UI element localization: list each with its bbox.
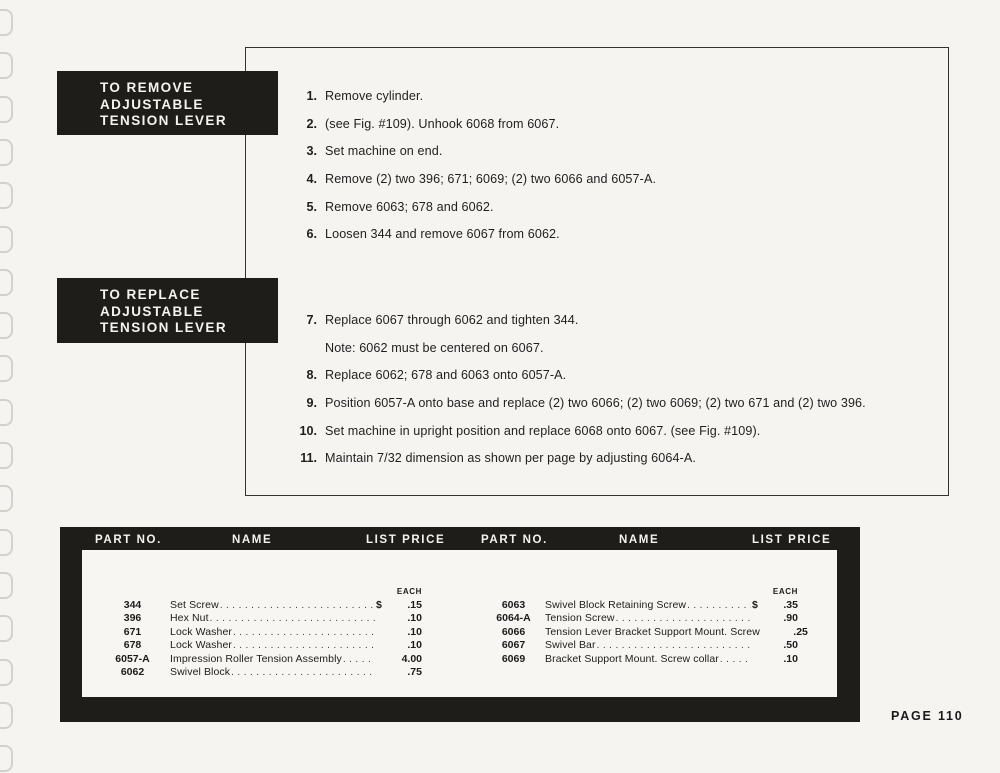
binding-hole: [0, 182, 13, 209]
column-header-name: NAME: [619, 534, 660, 546]
price-cell: .10: [783, 652, 798, 665]
step-text: Remove cylinder.: [325, 89, 424, 103]
binding-hole: [0, 615, 13, 642]
step-item: [292, 172, 952, 200]
page-number: PAGE 110: [891, 709, 964, 723]
step-number: 5.: [306, 199, 317, 214]
step-item: [292, 451, 952, 479]
binding-hole: [0, 659, 13, 686]
binding-hole: [0, 702, 13, 729]
section-title-line: ADJUSTABLE: [100, 96, 204, 112]
section-title-line: TENSION LEVER: [100, 113, 227, 129]
section-title-line: ADJUSTABLE: [100, 303, 204, 319]
step-text: Replace 6062; 678 and 6063 onto 6057-A.: [325, 368, 567, 383]
part-number-cell: 344: [123, 599, 142, 611]
binding-hole: [0, 745, 13, 772]
step-text: Loosen 344 and remove 6067 from 6062.: [325, 227, 560, 242]
dot-leader: [343, 653, 375, 666]
table-row: [95, 653, 422, 666]
table-row: [482, 625, 808, 639]
column-header-part-no: PART NO.: [481, 534, 548, 546]
step-number: 8.: [306, 368, 317, 383]
step-item: [292, 396, 952, 424]
parts-table: [60, 527, 860, 722]
table-row: [95, 612, 422, 625]
parts-table-panel: [82, 550, 837, 697]
step-text: Maintain 7/32 dimension as shown per page by adjusting 6064-A.: [325, 451, 696, 466]
binding-hole: [0, 269, 13, 296]
step-item: [292, 227, 952, 255]
dot-leader: [616, 612, 751, 625]
dot-leader: [597, 639, 751, 652]
part-number-cell: 6062: [120, 665, 145, 678]
step-text: Note: 6062 must be centered on 6067.: [325, 340, 544, 355]
column-header-name: NAME: [232, 534, 273, 546]
part-number-cell: 6057-A: [115, 652, 150, 665]
step-number: 9.: [306, 396, 317, 411]
step-item: [292, 368, 952, 396]
section-title-line: TENSION LEVER: [100, 320, 227, 336]
table-row: [482, 599, 798, 612]
each-label: EACH: [396, 587, 422, 596]
column-header-list-price: LIST PRICE: [366, 534, 446, 546]
section-title-line: TO REPLACE: [100, 287, 201, 302]
price-cell: .10: [407, 639, 422, 652]
section-title-replace: [57, 278, 278, 343]
step-number: 3.: [306, 144, 317, 159]
currency-sign: $: [376, 599, 382, 611]
part-number-cell: 396: [123, 612, 142, 625]
part-number-cell: 6063: [501, 599, 526, 611]
price-cell: .35: [783, 599, 798, 611]
binding-hole: [0, 312, 13, 339]
each-label: EACH: [772, 587, 798, 596]
step-text: Remove (2) two 396; 671; 6069; (2) two 6066 and 6057-A.: [325, 172, 657, 187]
part-name-cell: Swivel Block Retaining Screw: [545, 599, 687, 611]
step-number: 1.: [306, 89, 317, 103]
part-name-cell: Hex Nut: [170, 612, 209, 625]
part-number-cell: 671: [123, 625, 142, 638]
price-cell: .50: [783, 639, 798, 652]
dot-leader: [720, 653, 751, 666]
column-header-part-no: PART NO.: [95, 534, 162, 546]
part-number-cell: 678: [123, 639, 142, 652]
step-text: Replace 6067 through 6062 and tighten 344.: [325, 313, 579, 327]
steps-remove: [292, 89, 952, 255]
price-cell: .15: [407, 599, 422, 611]
section-title-remove: [57, 71, 278, 135]
binding-hole: [0, 52, 13, 79]
part-number-cell: 6066: [501, 625, 526, 638]
dot-leader: [687, 599, 751, 612]
dot-leader: [220, 599, 375, 612]
part-number-cell: 6064-A: [496, 612, 531, 625]
step-item: [292, 200, 952, 228]
part-name-cell: Lock Washer: [170, 639, 232, 652]
step-item: [292, 313, 952, 341]
step-text: (see Fig. #109). Unhook 6068 from 6067.: [325, 116, 560, 131]
step-number: 11.: [300, 451, 317, 466]
step-item: [292, 117, 952, 145]
step-item: [292, 144, 952, 172]
part-name-cell: Tension Lever Bracket Support Mount. Screw: [545, 625, 760, 638]
part-name-cell: Tension Screw: [545, 612, 615, 625]
binding-hole: [0, 9, 13, 36]
price-cell: 4.00: [401, 652, 422, 665]
step-note: [292, 341, 952, 369]
step-text: Set machine in upright position and replace 6068 onto 6067. (see Fig. #109).: [325, 423, 761, 438]
part-name-cell: Swivel Bar: [545, 639, 596, 652]
steps-replace: [292, 313, 952, 479]
part-name-cell: Lock Washer: [170, 625, 232, 638]
price-cell: .10: [407, 612, 422, 625]
dot-leader: [233, 626, 375, 639]
step-text: Remove 6063; 678 and 6062.: [325, 199, 494, 214]
binding-hole: [0, 399, 13, 426]
dot-leader: [231, 666, 375, 679]
binding-hole: [0, 139, 13, 166]
price-cell: .10: [407, 625, 422, 638]
step-item: [292, 89, 952, 117]
binding-hole: [0, 355, 13, 382]
step-number: 10.: [299, 423, 317, 438]
part-number-cell: 6067: [501, 639, 526, 652]
part-name-cell: Bracket Support Mount. Screw collar: [545, 652, 719, 665]
table-row: [95, 626, 422, 639]
column-header-list-price: LIST PRICE: [752, 534, 832, 546]
table-row: [95, 639, 422, 652]
table-row: [482, 612, 798, 625]
price-cell: .90: [783, 612, 798, 625]
step-number: [292, 341, 317, 369]
price-cell: .25: [793, 625, 808, 638]
step-number: 6.: [306, 227, 317, 242]
part-number-cell: 6069: [501, 652, 526, 665]
step-number: 4.: [306, 172, 317, 187]
binding-hole: [0, 572, 13, 599]
part-name-cell: Set Screw: [170, 599, 219, 611]
part-name-cell: Impression Roller Tension Assembly: [170, 652, 342, 665]
dot-leader: [233, 639, 375, 652]
table-row: [482, 639, 798, 652]
parts-table-left: [95, 587, 422, 679]
binding-hole: [0, 529, 13, 556]
binding-hole: [0, 96, 13, 123]
binding-hole: [0, 442, 13, 469]
section-title-line: TO REMOVE: [100, 80, 194, 95]
dot-leader: [210, 612, 375, 625]
currency-sign: $: [752, 599, 758, 611]
step-item: [292, 424, 952, 452]
step-number: 7.: [306, 313, 317, 327]
step-text: Set machine on end.: [325, 144, 443, 159]
step-text: Position 6057-A onto base and replace (2) two 6066; (2) two 6069; (2) two 671 and (2) two 396.: [325, 396, 866, 411]
price-cell: .75: [407, 665, 422, 678]
binding-hole: [0, 226, 13, 253]
step-number: 2.: [306, 116, 317, 131]
parts-table-right: [482, 587, 808, 666]
part-name-cell: Swivel Block: [170, 665, 231, 678]
table-row: [95, 666, 422, 679]
binding-hole: [0, 485, 13, 512]
table-row: [482, 653, 798, 666]
table-row: [95, 599, 422, 612]
